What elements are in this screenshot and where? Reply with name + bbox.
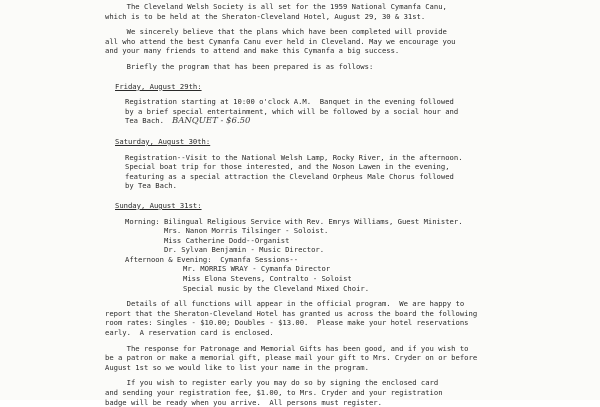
text-line: and sending your registration fee, $1.00, to Mrs. Cryder and your registration xyxy=(105,388,443,397)
text-line: all who attend the best Cymanfa Canu ever held in Cleveland. May we encourage you xyxy=(105,36,456,46)
text-line: badge will be ready when you arrive. All persons must register. xyxy=(105,397,382,407)
sunday-afternoon-line: Miss Elona Stevens, Contralto - Soloist xyxy=(183,274,352,284)
text-line: report that the Sheraton-Cleveland Hotel has granted us across the board the following xyxy=(105,308,478,318)
intro-paragraphs xyxy=(105,2,548,56)
text-line: early. A reservation card is enclosed. xyxy=(105,328,274,338)
sunday-afternoon-line: Mr. MORRIS WRAY - Cymanfa Director xyxy=(183,264,331,274)
sunday-morning-line: Miss Catherine Dodd--Organist xyxy=(125,235,290,245)
sunday-morning-line: Dr. Sylvan Benjamin - Music Director. xyxy=(125,245,325,255)
text-line: If you wish to register early you may do so by signing the enclosed card xyxy=(105,378,439,388)
text-line: be a patron or make a memorial gift, please mail your gift to Mrs. Cryder on or before xyxy=(105,353,478,363)
friday-section xyxy=(105,82,548,127)
sunday-afternoon-label: Afternoon & Evening: Cymanfa Sessions-- xyxy=(125,254,299,264)
saturday-heading: Saturday, August 30th: xyxy=(115,136,211,146)
saturday-line: Special boat trip for those interested, and the Noson Lawen in the evening, xyxy=(125,162,450,172)
text-line: room rates: Singles - $10.00; Doubles - $13.00. Please make your hotel reservations xyxy=(105,318,469,328)
handwritten-note: BANQUET - $6.50 xyxy=(171,116,251,127)
friday-line: Tea Bach. xyxy=(125,116,164,126)
saturday-line: Registration--Visit to the National Welsh Lamp, Rocky River, in the afternoon. xyxy=(125,152,463,162)
text-line: which is to be held at the Sheraton-Cleveland Hotel, August 29, 30 & 31st. xyxy=(105,11,426,21)
saturday-section xyxy=(105,137,548,191)
sunday-afternoon-line: Special music by the Cleveland Mixed Choir. xyxy=(183,283,370,293)
saturday-line: by Tea Bach. xyxy=(125,181,177,191)
program-intro: Briefly the program that has been prepared is as follows: xyxy=(105,61,374,71)
friday-heading: Friday, August 29th: xyxy=(115,81,202,91)
friday-line: by a brief special entertainment, which will be followed by a social hour and xyxy=(125,106,459,116)
text-line: August 1st so we would like to list your name in the program. xyxy=(105,362,369,372)
patronage-paragraph xyxy=(105,344,548,373)
sunday-heading: Sunday, August 31st: xyxy=(115,200,202,210)
text-line: and your many friends to attend and make this Cymanfa a big success. xyxy=(105,46,400,56)
saturday-line: featuring as a special attraction the Cleveland Orpheus Male Chorus followed xyxy=(125,171,454,181)
text-line: The response for Patronage and Memorial Gifts has been good, and if you wish to xyxy=(105,343,469,353)
sunday-section xyxy=(105,201,548,293)
register-paragraph xyxy=(105,378,548,407)
text-line: The Cleveland Welsh Society is all set for the 1959 National Cymanfa Canu, xyxy=(105,2,447,11)
friday-line: Registration starting at 10:00 o'clock A.M. Banquet in the evening followed xyxy=(125,97,454,107)
text-line: Details of all functions will appear in the official program. We are happy to xyxy=(105,299,465,309)
sunday-morning-line: Mrs. Nanon Morris Tilsinger - Soloist. xyxy=(125,226,329,236)
text-line: We sincerely believe that the plans which have been completed will provide xyxy=(105,27,447,37)
details-paragraph xyxy=(105,299,548,337)
sunday-morning-line: Morning: Bilingual Religious Service with Rev. Emrys Williams, Guest Minister. xyxy=(125,216,463,226)
